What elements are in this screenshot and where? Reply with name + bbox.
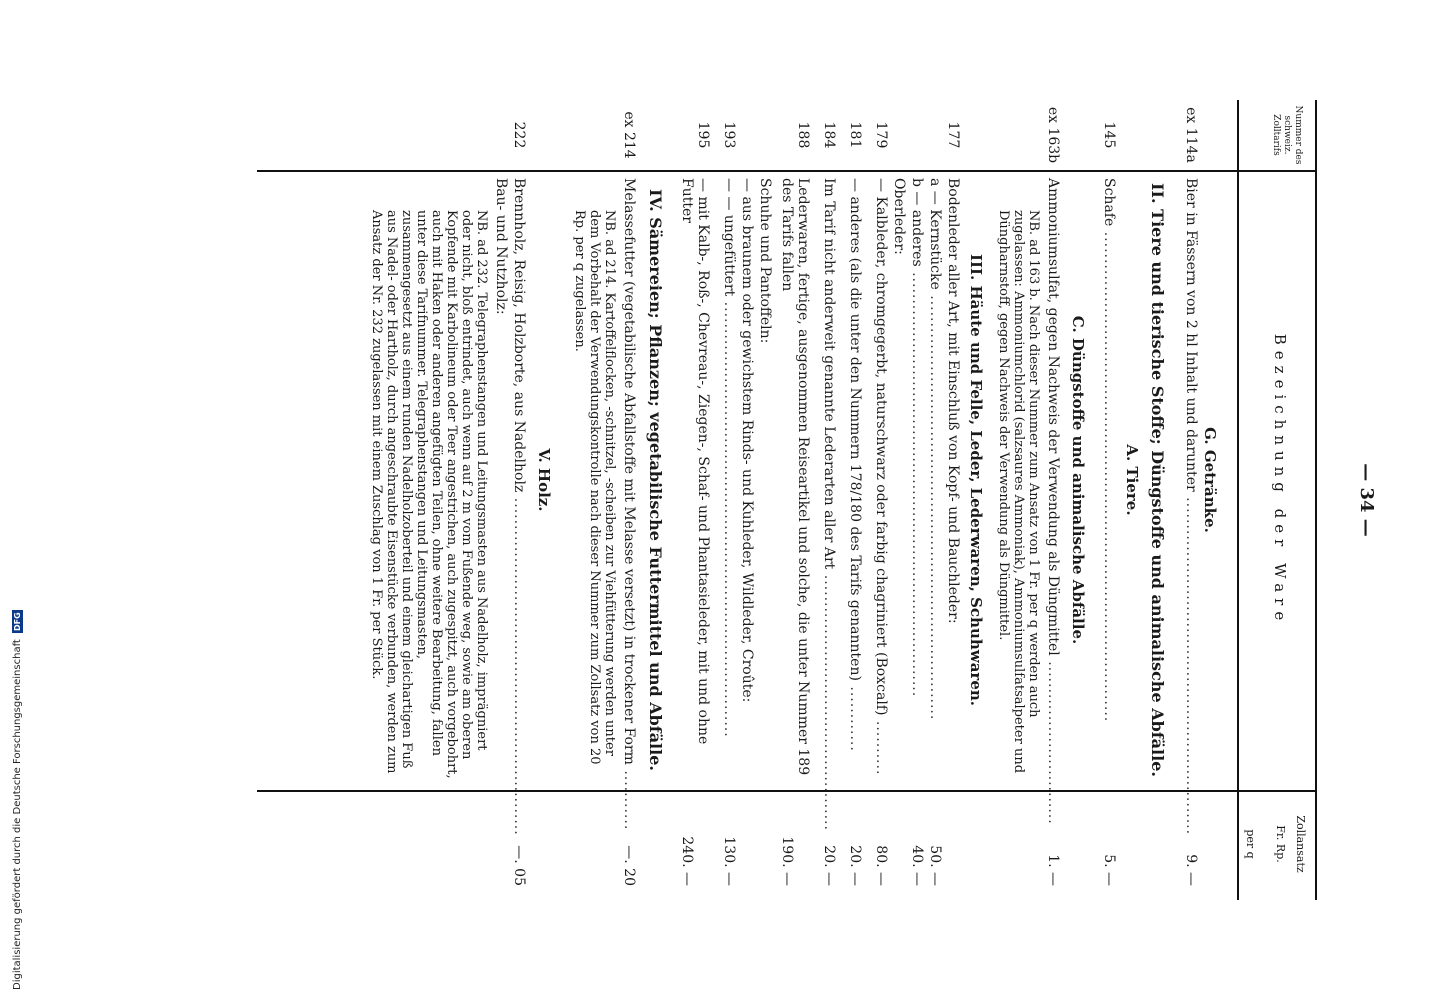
row-number: 222 <box>511 121 527 149</box>
row-description: Schuhe und Pantoffeln: <box>757 178 773 344</box>
row-rate: 20. — <box>821 845 837 886</box>
section-g: G. Getränke. <box>1201 427 1219 533</box>
digitization-credit <box>12 610 23 990</box>
note-214: NB. ad 214. Kartoffelflocken, -schnitzel, -scheiben zur Viehfütterung werden unter dem Vorbehalt der Verwendungskontrolle nach dieser Nummer zum Zollsatz von 20 Rp. per q zugelassen. <box>572 210 617 765</box>
rate-column-rule <box>257 790 1317 792</box>
row-description: b — anderes .............................................................................. <box>909 178 925 698</box>
row-description: — — ungefüttert ................................................................................ <box>721 178 737 738</box>
dfg-logo: DFG <box>13 612 22 631</box>
note-232: NB. ad 232. Telegraphenstangen und Leitungsmasten aus Nadelholz, imprägniert oder nicht, bloß entrindet, auch wenn auf 2 m vom Fußende weg, sowie am oberen Kopfende mit Karbolineum oder Teer angestrichen, auch zugespitzt, auch vorgebohrt, auch mit Haken oder anderen angefügten Teilen, ohne weitere Bearbeitung, fallen unter diese Tarifnummer. Telegraphenstangen und Leitungsmasten, zusammengesetzt aus einem runden Nadelholzoberteil und einem gleichartigen Fuß aus Nadel- oder Hartholz, durch angeschraubte Eisenstücke verbunden, werden zum Ansatz der Nr. 232 zugelassen mit einem Zuschlag von 1 Fr. per Stück. <box>369 210 489 779</box>
header-rule <box>1237 100 1239 900</box>
row-description: Schafe .......................................................................................... <box>1101 178 1117 723</box>
row-number: ex 163b <box>1045 106 1061 164</box>
row-number: 188 <box>795 121 811 149</box>
row-number: 177 <box>945 121 961 149</box>
row-number: 181 <box>847 121 863 149</box>
row-rate: 80. — <box>873 845 889 886</box>
row-description: Oberleder: <box>891 178 907 255</box>
row-rate: 50. — <box>927 845 943 886</box>
row-description: Bau- und Nutzholz: <box>493 178 509 315</box>
row-rate: 9. — <box>1183 854 1199 886</box>
row-description: — mit Kalb-, Roß-, Chevreau-, Ziegen-, Schaf- und Phantasieleder, mit und ohne Futter <box>679 178 711 745</box>
row-rate: 240. — <box>679 836 695 886</box>
row-number: ex 114a <box>1183 107 1199 163</box>
row-rate: 20. — <box>847 845 863 886</box>
section-v: V. Holz. <box>535 448 553 512</box>
header-rate-sub: Fr. Rp. <box>1274 825 1287 863</box>
header-per-q: per q <box>1244 829 1257 859</box>
row-description: a — Kernstücke .............................................................................. <box>927 178 943 721</box>
section-iv: IV. Sämereien; Pflanzen; vegetabilische Futtermittel und Abfälle. <box>646 189 665 771</box>
row-description: — anderes (als die unter den Nummern 178/180 des Tarifs genannten) ............ <box>847 178 863 752</box>
header-rate-column: Zollansatz <box>1294 815 1307 873</box>
row-rate: 40. — <box>909 845 925 886</box>
row-description: Brennholz, Reisig, Holzborte, aus Nadelholz .............................................................. <box>511 178 527 836</box>
page-number: — 34 — <box>1356 463 1377 537</box>
section-ii: II. Tiere und tierische Stoffe; Düngstoffe und animalische Abfälle. <box>1148 183 1167 777</box>
row-description: Bier in Fässern von 2 hl Inhalt und darunter .............................................................. <box>1183 178 1199 836</box>
row-rate: 5. — <box>1101 854 1117 886</box>
row-description: — aus braunem oder gewichstem Rinds- und Kuhleder, Wildleder, Croûte: <box>739 178 755 703</box>
credit-text: Digitalisierung gefördert durch die Deutsche Forschungsgemeinschaft <box>12 639 23 990</box>
row-number: 195 <box>695 121 711 149</box>
row-rate: —. 20 <box>621 845 637 886</box>
section-c: C. Düngstoffe und animalische Abfälle. <box>1069 315 1087 645</box>
row-rate: 130. — <box>721 836 737 886</box>
row-description: Bodenleder aller Art, mit Einschluß von Kopf- und Bauchleder: <box>945 178 961 624</box>
row-rate: 1. — <box>1045 854 1061 886</box>
row-number: 184 <box>821 121 837 149</box>
section-iii: III. Häute und Felle, Leder, Lederwaren, Schuhwaren. <box>967 254 985 706</box>
row-number: ex 214 <box>621 111 637 159</box>
row-number: 145 <box>1101 121 1117 149</box>
row-description: Im Tarif nicht anderweit genannte Lederarten aller Art ............................................... <box>821 178 837 831</box>
header-number-column: Nummer des schweiz. Zolltarifs <box>1271 105 1303 165</box>
section-a-tiere: A. Tiere. <box>1123 444 1141 516</box>
rotated-content <box>117 100 1377 900</box>
row-description: Lederwaren, fertige, ausgenommen Reiseartikel und solche, die unter Nummer 189 des Tarifs fallen <box>779 178 811 776</box>
top-rule <box>1315 100 1317 900</box>
row-number: 193 <box>721 121 737 149</box>
row-description: — Kalbleder, chromgegerbt, naturschwarz oder farbig chagriniert (Boxcalf) .......... <box>873 178 889 776</box>
row-description: Melassefutter (vegetabilische Abfallstoffe mit Melasse versetzt) in trockener Form ........... <box>621 178 637 831</box>
row-rate: —. 05 <box>511 845 527 886</box>
row-rate: 190. — <box>779 836 795 886</box>
row-description: Ammoniumsulfat, gegen Nachweis der Verwendung als Düngmittel .............................. <box>1045 178 1061 825</box>
note-163b: NB. ad 163 b. Nach dieser Nummer zum Ansatz von 1 Fr. per q werden auch zugelassen: Ammoniumchlorid (salzsaures Ammoniak), Ammoniumsulfatsalpeter und Düngharnstoff, gegen Nachweis der Verwendung als Düngmittel. <box>996 210 1041 774</box>
row-number: 179 <box>873 121 889 149</box>
header-description-column: Bezeichnung der Ware <box>1271 333 1289 627</box>
